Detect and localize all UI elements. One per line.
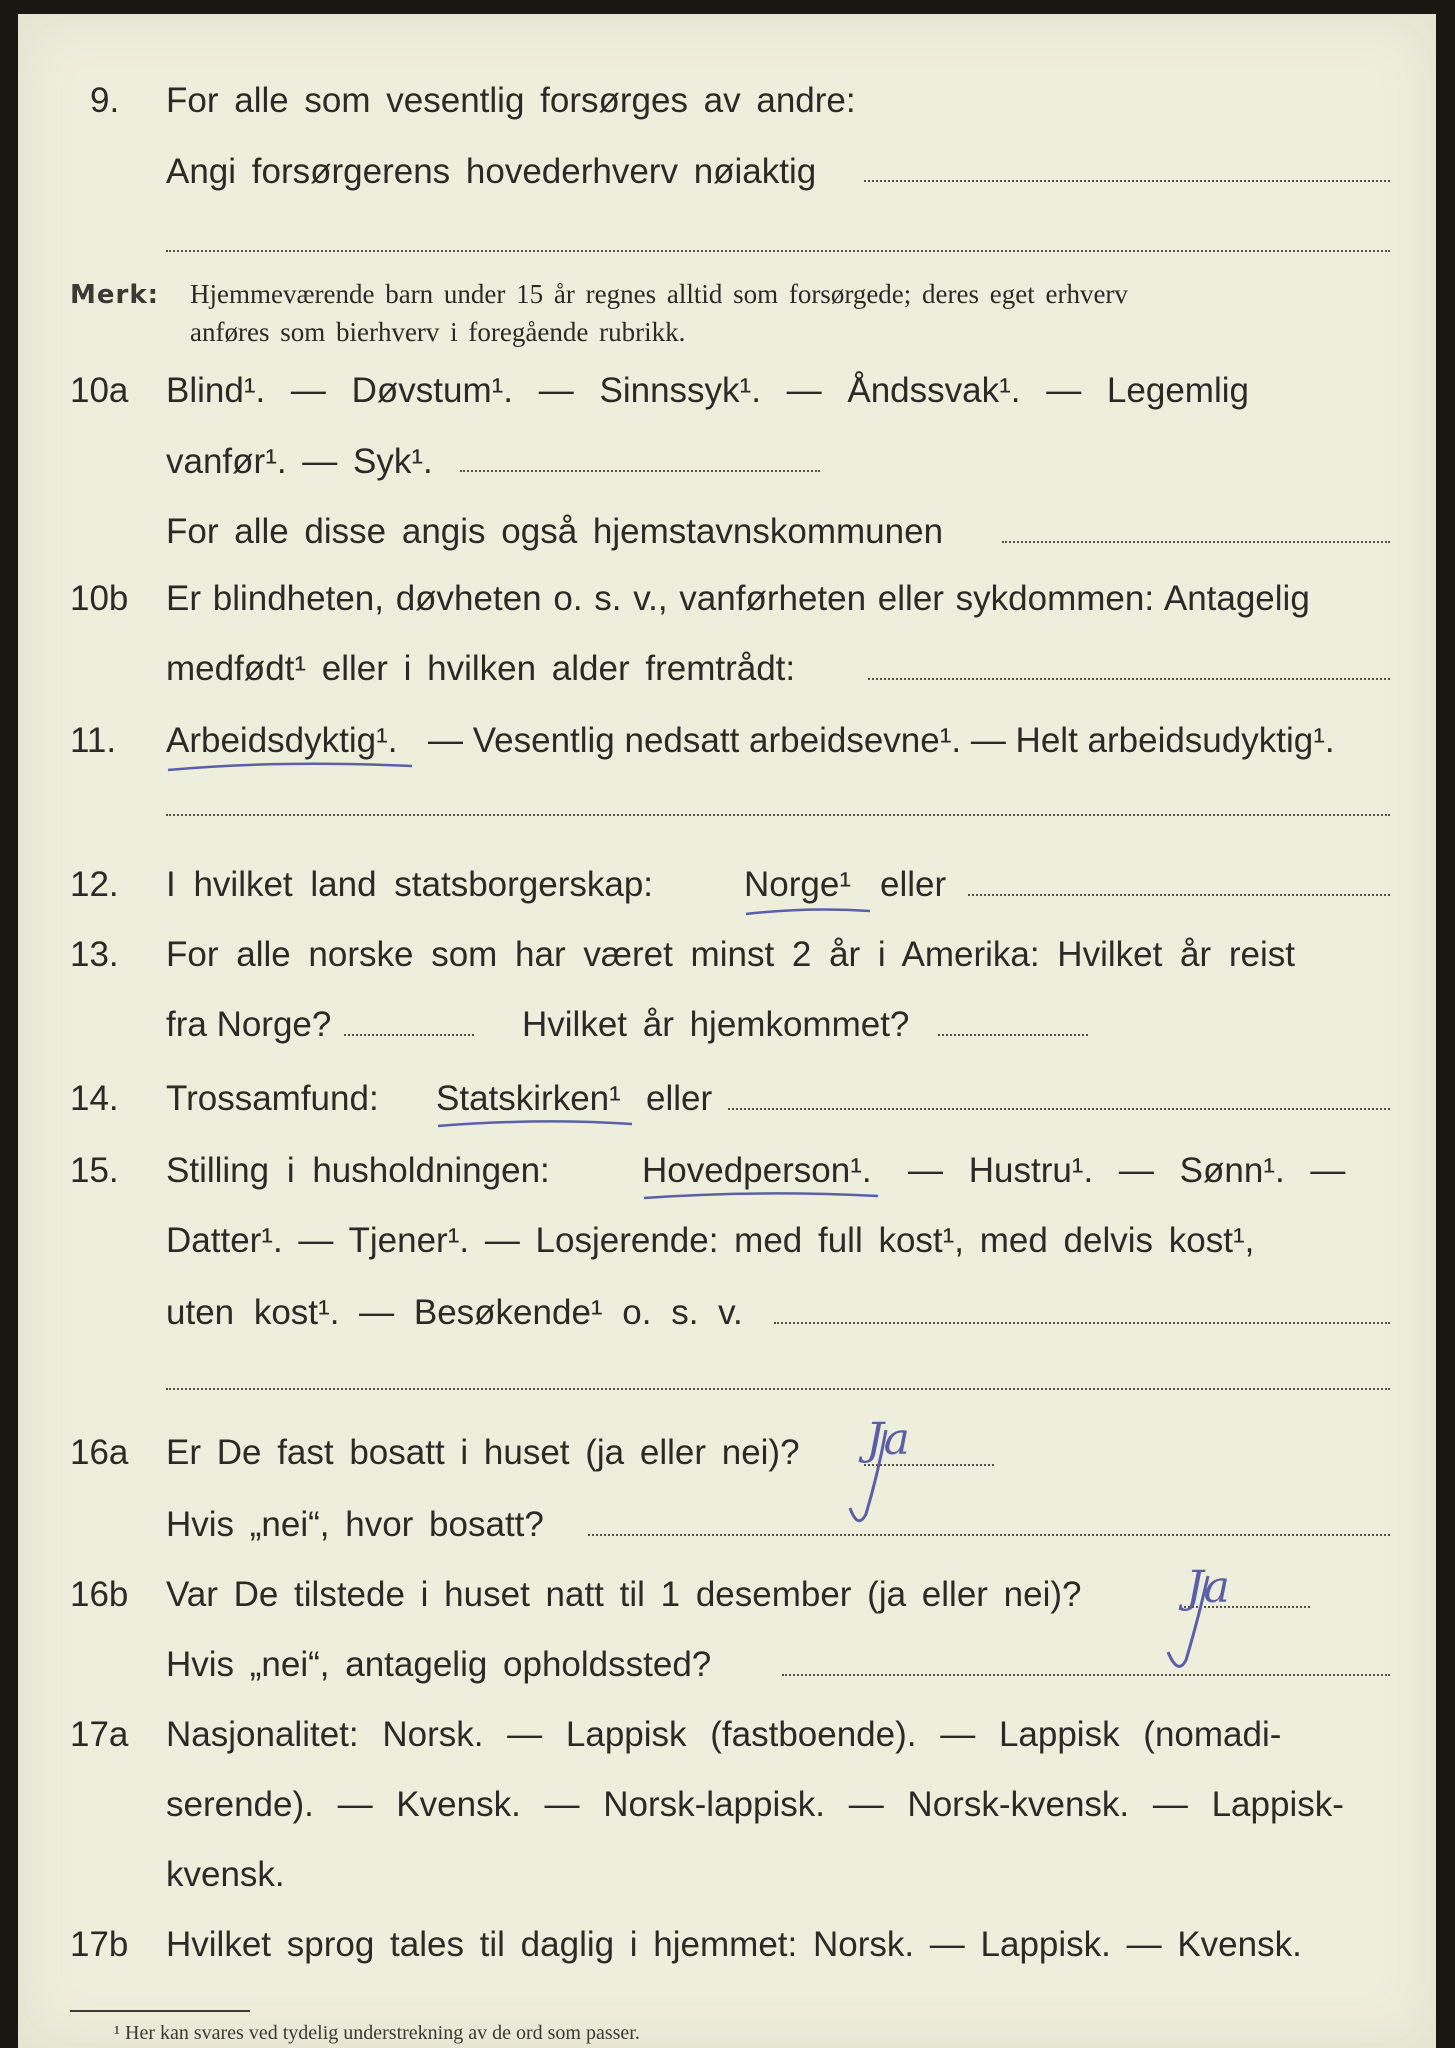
q12-prefix: I hvilket land statsborgerskap: — [166, 865, 654, 904]
ja-stroke-16a — [850, 1430, 886, 1521]
underline-statskirken — [438, 1121, 632, 1126]
q10a-line2: vanfør¹. — Syk¹. — [166, 442, 433, 481]
q16b-number: 16b — [70, 1575, 129, 1614]
q10b-number: 10b — [70, 579, 129, 618]
q10a-number: 10a — [70, 371, 129, 410]
q13-line1: For alle norske som har været minst 2 år i Amerika: Hvilket år reist — [166, 935, 1296, 974]
q10a-line3: For alle disse angis også hjemstavnskommunen — [166, 512, 944, 551]
q14-eller: eller — [646, 1079, 713, 1118]
q11-rest: — Vesentlig nedsatt arbeidsevne¹. — Helt arbeidsudyktig¹. — [428, 721, 1335, 760]
q15-option-hovedperson[interactable]: Hovedperson¹. — [642, 1151, 872, 1190]
q9-number: 9. — [90, 81, 120, 120]
q10a-line1: Blind¹. — Døvstum¹. — Sinnssyk¹. — Åndssvak¹. — Legemlig — [166, 371, 1249, 410]
q11-number: 11. — [70, 721, 117, 760]
q17a-number: 17a — [70, 1715, 129, 1754]
q15-line3: uten kost¹. — Besøkende¹ o. s. v. — [166, 1293, 743, 1332]
underline-arbeidsdyktig — [168, 764, 412, 770]
q13-line2a: fra Norge? — [166, 1005, 332, 1044]
q16a-number: 16a — [70, 1433, 129, 1472]
underline-hovedperson — [644, 1193, 878, 1198]
q12-number: 12. — [70, 865, 119, 904]
q16a-line2: Hvis „nei“, hvor bosatt? — [166, 1505, 544, 1544]
underline-norge — [746, 910, 870, 914]
q16a-line1: Er De fast bosatt i huset (ja eller nei)? — [166, 1433, 800, 1472]
merk-line1: Hjemmeværende barn under 15 år regnes alltid som forsørgede; deres eget erhverv — [190, 279, 1128, 309]
q10b-line2: medfødt¹ eller i hvilken alder fremtrådt: — [166, 649, 796, 688]
q13-number: 13. — [70, 935, 119, 974]
merk-label: Merk: — [70, 280, 160, 310]
q16b-handwritten-answer[interactable]: Ja — [1186, 1562, 1230, 1613]
ja-stroke-16b — [1168, 1576, 1208, 1666]
q13-line2b: Hvilket år hjemkommet? — [522, 1005, 910, 1044]
q9-line1: For alle som vesentlig forsørges av andre: — [166, 81, 856, 120]
q16a-handwritten-answer[interactable]: Ja — [866, 1414, 910, 1465]
q12-eller: eller — [880, 865, 947, 904]
footnote: ¹ Her kan svares ved tydelig understrekning av de ord som passer. — [114, 2022, 640, 2044]
q15-line2: Datter¹. — Tjener¹. — Losjerende: med full kost¹, med delvis kost¹, — [166, 1221, 1255, 1260]
q17a-line3: kvensk. — [166, 1855, 285, 1894]
q15-rest: — Hustru¹. — Sønn¹. — — [908, 1151, 1346, 1190]
q17a-line1: Nasjonalitet: Norsk. — Lappisk (fastboende). — Lappisk (nomadi- — [166, 1715, 1282, 1754]
q11-option-arbeidsdyktig[interactable]: Arbeidsdyktig¹. — [166, 721, 398, 760]
q17a-line2: serende). — Kvensk. — Norsk-lappisk. — Norsk-kvensk. — Lappisk- — [166, 1785, 1344, 1824]
q16b-line2: Hvis „nei“, antagelig opholdssted? — [166, 1645, 712, 1684]
q12-option-norge[interactable]: Norge¹ — [744, 865, 851, 904]
merk-line2: anføres som bierhverv i foregående rubrikk. — [190, 317, 686, 347]
q9-line2: Angi forsørgerens hovederhverv nøiaktig — [166, 152, 817, 191]
q14-option-statskirken[interactable]: Statskirken¹ — [436, 1079, 621, 1118]
q14-number: 14. — [70, 1079, 119, 1118]
handwriting-marks — [18, 14, 1436, 2048]
q17b-number: 17b — [70, 1925, 129, 1964]
q10b-line1: Er blindheten, døvheten o. s. v., vanførheten eller sykdommen: Antagelig — [166, 579, 1310, 618]
form-page — [18, 14, 1436, 2048]
q15-number: 15. — [70, 1151, 119, 1190]
q17b-line1: Hvilket sprog tales til daglig i hjemmet: Norsk. — Lappisk. — Kvensk. — [166, 1925, 1302, 1964]
q16b-line1: Var De tilstede i huset natt til 1 desember (ja eller nei)? — [166, 1575, 1082, 1614]
q14-prefix: Trossamfund: — [166, 1079, 379, 1118]
q15-prefix: Stilling i husholdningen: — [166, 1151, 550, 1190]
